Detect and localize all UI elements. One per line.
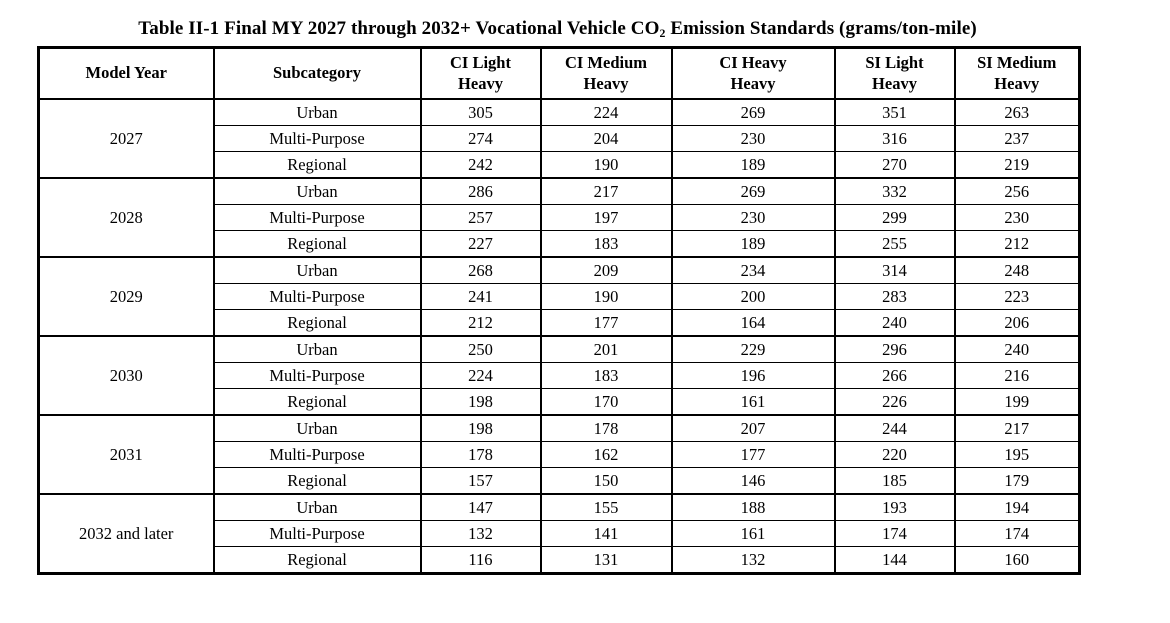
value-cell: 194 — [955, 494, 1080, 521]
header-row — [39, 48, 1080, 100]
table-row — [39, 99, 1080, 126]
value-cell: 269 — [672, 178, 835, 205]
value-cell: 283 — [835, 284, 955, 310]
value-cell: 242 — [421, 152, 541, 179]
subcategory-cell: Urban — [214, 336, 421, 363]
value-cell: 162 — [541, 442, 672, 468]
value-cell: 200 — [672, 284, 835, 310]
value-cell: 226 — [835, 389, 955, 416]
table-title-text: Table II-1 Final MY 2027 through 2032+ Vocational Vehicle CO — [138, 18, 660, 39]
value-cell: 332 — [835, 178, 955, 205]
subcategory-cell: Urban — [214, 178, 421, 205]
value-cell: 185 — [835, 468, 955, 495]
value-cell: 189 — [672, 152, 835, 179]
subcategory-cell: Regional — [214, 547, 421, 574]
value-cell: 178 — [541, 415, 672, 442]
value-cell: 177 — [672, 442, 835, 468]
header-si-light-heavy: SI Light Heavy — [835, 48, 955, 100]
value-cell: 240 — [955, 336, 1080, 363]
value-cell: 155 — [541, 494, 672, 521]
value-cell: 274 — [421, 126, 541, 152]
value-cell: 116 — [421, 547, 541, 574]
subcategory-cell: Regional — [214, 310, 421, 337]
value-cell: 270 — [835, 152, 955, 179]
value-cell: 196 — [672, 363, 835, 389]
value-cell: 201 — [541, 336, 672, 363]
value-cell: 240 — [835, 310, 955, 337]
value-cell: 174 — [835, 521, 955, 547]
subcategory-cell: Multi-Purpose — [214, 363, 421, 389]
value-cell: 219 — [955, 152, 1080, 179]
value-cell: 212 — [421, 310, 541, 337]
value-cell: 179 — [955, 468, 1080, 495]
value-cell: 183 — [541, 231, 672, 258]
subcategory-cell: Multi-Purpose — [214, 126, 421, 152]
value-cell: 217 — [541, 178, 672, 205]
value-cell: 237 — [955, 126, 1080, 152]
value-cell: 268 — [421, 257, 541, 284]
table-row — [39, 178, 1080, 205]
value-cell: 296 — [835, 336, 955, 363]
value-cell: 248 — [955, 257, 1080, 284]
header-subcategory: Subcategory — [214, 48, 421, 100]
value-cell: 250 — [421, 336, 541, 363]
table-row — [39, 494, 1080, 521]
co2-subscript: 2 — [659, 26, 666, 40]
value-cell: 164 — [672, 310, 835, 337]
model-year-cell: 2029 — [39, 257, 214, 336]
value-cell: 316 — [835, 126, 955, 152]
value-cell: 351 — [835, 99, 955, 126]
value-cell: 161 — [672, 521, 835, 547]
subcategory-cell: Regional — [214, 389, 421, 416]
model-year-cell: 2027 — [39, 99, 214, 178]
value-cell: 131 — [541, 547, 672, 574]
value-cell: 244 — [835, 415, 955, 442]
table-row — [39, 257, 1080, 284]
value-cell: 223 — [955, 284, 1080, 310]
value-cell: 144 — [835, 547, 955, 574]
value-cell: 256 — [955, 178, 1080, 205]
value-cell: 229 — [672, 336, 835, 363]
value-cell: 141 — [541, 521, 672, 547]
header-si-medium-heavy: SI Medium Heavy — [955, 48, 1080, 100]
value-cell: 147 — [421, 494, 541, 521]
header-ci-heavy-heavy: CI Heavy Heavy — [672, 48, 835, 100]
value-cell: 299 — [835, 205, 955, 231]
subcategory-cell: Regional — [214, 231, 421, 258]
table-title — [37, 18, 1078, 41]
value-cell: 209 — [541, 257, 672, 284]
header-ci-medium-heavy: CI Medium Heavy — [541, 48, 672, 100]
value-cell: 269 — [672, 99, 835, 126]
value-cell: 266 — [835, 363, 955, 389]
value-cell: 161 — [672, 389, 835, 416]
value-cell: 146 — [672, 468, 835, 495]
value-cell: 157 — [421, 468, 541, 495]
subcategory-cell: Regional — [214, 468, 421, 495]
subcategory-cell: Urban — [214, 415, 421, 442]
value-cell: 224 — [421, 363, 541, 389]
subcategory-cell: Regional — [214, 152, 421, 179]
value-cell: 197 — [541, 205, 672, 231]
subcategory-cell: Urban — [214, 257, 421, 284]
value-cell: 190 — [541, 284, 672, 310]
subcategory-cell: Urban — [214, 494, 421, 521]
model-year-cell: 2031 — [39, 415, 214, 494]
value-cell: 234 — [672, 257, 835, 284]
table-row — [39, 336, 1080, 363]
value-cell: 224 — [541, 99, 672, 126]
subcategory-cell: Urban — [214, 99, 421, 126]
header-ci-light-heavy: CI Light Heavy — [421, 48, 541, 100]
value-cell: 255 — [835, 231, 955, 258]
value-cell: 193 — [835, 494, 955, 521]
value-cell: 305 — [421, 99, 541, 126]
value-cell: 189 — [672, 231, 835, 258]
value-cell: 230 — [955, 205, 1080, 231]
value-cell: 174 — [955, 521, 1080, 547]
value-cell: 227 — [421, 231, 541, 258]
value-cell: 241 — [421, 284, 541, 310]
value-cell: 170 — [541, 389, 672, 416]
emission-standards-table — [37, 46, 1081, 575]
subcategory-cell: Multi-Purpose — [214, 442, 421, 468]
model-year-cell: 2028 — [39, 178, 214, 257]
value-cell: 257 — [421, 205, 541, 231]
value-cell: 220 — [835, 442, 955, 468]
value-cell: 206 — [955, 310, 1080, 337]
value-cell: 199 — [955, 389, 1080, 416]
value-cell: 190 — [541, 152, 672, 179]
value-cell: 207 — [672, 415, 835, 442]
subcategory-cell: Multi-Purpose — [214, 521, 421, 547]
value-cell: 132 — [672, 547, 835, 574]
value-cell: 198 — [421, 389, 541, 416]
value-cell: 188 — [672, 494, 835, 521]
value-cell: 204 — [541, 126, 672, 152]
model-year-cell: 2030 — [39, 336, 214, 415]
value-cell: 183 — [541, 363, 672, 389]
value-cell: 178 — [421, 442, 541, 468]
value-cell: 150 — [541, 468, 672, 495]
table-row — [39, 415, 1080, 442]
value-cell: 314 — [835, 257, 955, 284]
table-title-units: Emission Standards (grams/ton-mile) — [665, 18, 977, 39]
value-cell: 230 — [672, 126, 835, 152]
value-cell: 217 — [955, 415, 1080, 442]
value-cell: 286 — [421, 178, 541, 205]
value-cell: 198 — [421, 415, 541, 442]
value-cell: 160 — [955, 547, 1080, 574]
subcategory-cell: Multi-Purpose — [214, 284, 421, 310]
value-cell: 177 — [541, 310, 672, 337]
header-model-year: Model Year — [39, 48, 214, 100]
value-cell: 132 — [421, 521, 541, 547]
value-cell: 216 — [955, 363, 1080, 389]
value-cell: 212 — [955, 231, 1080, 258]
value-cell: 263 — [955, 99, 1080, 126]
value-cell: 230 — [672, 205, 835, 231]
subcategory-cell: Multi-Purpose — [214, 205, 421, 231]
value-cell: 195 — [955, 442, 1080, 468]
model-year-cell: 2032 and later — [39, 494, 214, 574]
